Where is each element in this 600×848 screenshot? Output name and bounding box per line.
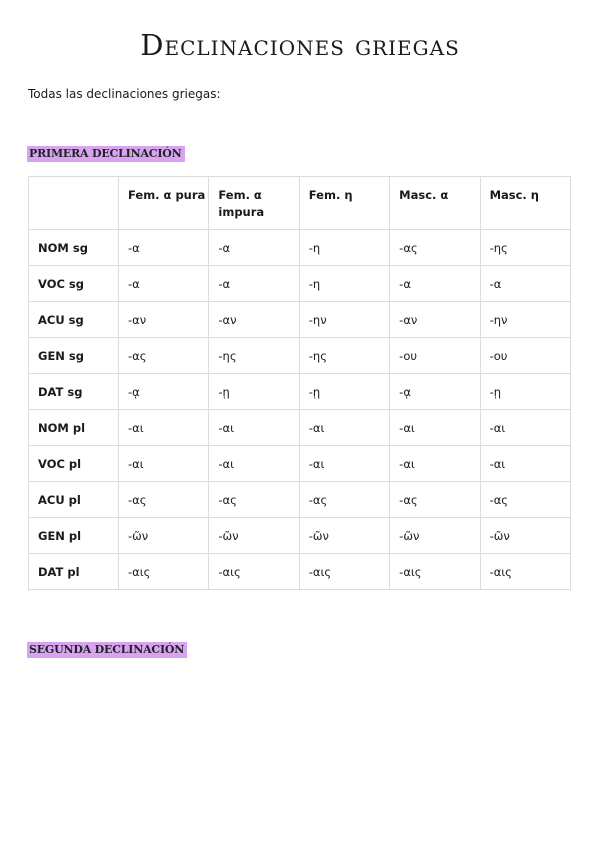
table-cell: -ας: [209, 482, 299, 518]
table-cell: -ης: [209, 338, 299, 374]
table-body: [29, 230, 571, 590]
table-row: [29, 266, 571, 302]
table-cell: -αι: [119, 446, 209, 482]
table-cell: -ην: [480, 302, 570, 338]
header-cell: [29, 177, 119, 230]
table-cell: -ας: [390, 230, 480, 266]
table-cell: -α: [480, 266, 570, 302]
table-cell: -ῃ: [209, 374, 299, 410]
table-row: [29, 374, 571, 410]
table-row: [29, 518, 571, 554]
table-row: [29, 230, 571, 266]
table-row: [29, 446, 571, 482]
table-cell: -αις: [390, 554, 480, 590]
table-cell: -αι: [119, 410, 209, 446]
header-cell: Fem. α pura: [119, 177, 209, 230]
row-label: VOC sg: [29, 266, 119, 302]
table-cell: -ας: [119, 338, 209, 374]
table-cell: -αι: [390, 410, 480, 446]
header-cell: Masc. α: [390, 177, 480, 230]
table-cell: -ης: [480, 230, 570, 266]
header-cell: Fem. η: [299, 177, 389, 230]
row-label: GEN sg: [29, 338, 119, 374]
table-cell: -ας: [390, 482, 480, 518]
table-cell: -αις: [209, 554, 299, 590]
table-row: [29, 482, 571, 518]
table-cell: -αι: [209, 410, 299, 446]
row-label: VOC pl: [29, 446, 119, 482]
table-cell: -ῃ: [299, 374, 389, 410]
table-cell: -α: [209, 230, 299, 266]
table-cell: -α: [209, 266, 299, 302]
table-row: [29, 338, 571, 374]
table-cell: -ῶν: [119, 518, 209, 554]
table-cell: -ῶν: [209, 518, 299, 554]
section-heading-primera: PRIMERA DECLINACIÓN: [27, 146, 185, 162]
row-label: ACU pl: [29, 482, 119, 518]
table-cell: -αι: [390, 446, 480, 482]
table-cell: -ᾳ: [119, 374, 209, 410]
table-cell: -αι: [299, 410, 389, 446]
table-cell: -η: [299, 266, 389, 302]
row-label: ACU sg: [29, 302, 119, 338]
table-cell: -η: [299, 230, 389, 266]
table-cell: -α: [390, 266, 480, 302]
table-cell: -αις: [299, 554, 389, 590]
row-label: DAT sg: [29, 374, 119, 410]
table-cell: -αις: [480, 554, 570, 590]
table-cell: -ῶν: [299, 518, 389, 554]
table-cell: -ου: [390, 338, 480, 374]
row-label: GEN pl: [29, 518, 119, 554]
row-label: DAT pl: [29, 554, 119, 590]
table-cell: -αι: [209, 446, 299, 482]
header-cell: Fem. α impura: [209, 177, 299, 230]
intro-text: Todas las declinaciones griegas:: [28, 87, 221, 101]
table-cell: -ου: [480, 338, 570, 374]
table-cell: -ῶν: [390, 518, 480, 554]
table-cell: -αν: [209, 302, 299, 338]
page-title: Declinaciones griegas: [140, 28, 460, 62]
table-row: [29, 302, 571, 338]
header-cell: Masc. η: [480, 177, 570, 230]
table-row: [29, 554, 571, 590]
table-cell: -αι: [480, 410, 570, 446]
table-cell: -ῃ: [480, 374, 570, 410]
table-row: [29, 410, 571, 446]
table-cell: -αν: [119, 302, 209, 338]
table-cell: -αι: [299, 446, 389, 482]
table-cell: -α: [119, 266, 209, 302]
table-cell: -ας: [480, 482, 570, 518]
table-cell: -ᾳ: [390, 374, 480, 410]
declension-table: [28, 176, 571, 590]
row-label: NOM pl: [29, 410, 119, 446]
section-heading-segunda: SEGUNDA DECLINACIÓN: [27, 642, 187, 658]
table-cell: -αις: [119, 554, 209, 590]
table-cell: -ας: [299, 482, 389, 518]
table-cell: -ην: [299, 302, 389, 338]
table-cell: -αν: [390, 302, 480, 338]
table-cell: -ης: [299, 338, 389, 374]
table-cell: -ας: [119, 482, 209, 518]
table-cell: -ῶν: [480, 518, 570, 554]
table-cell: -α: [119, 230, 209, 266]
row-label: NOM sg: [29, 230, 119, 266]
table-cell: -αι: [480, 446, 570, 482]
table-header-row: [29, 177, 571, 230]
